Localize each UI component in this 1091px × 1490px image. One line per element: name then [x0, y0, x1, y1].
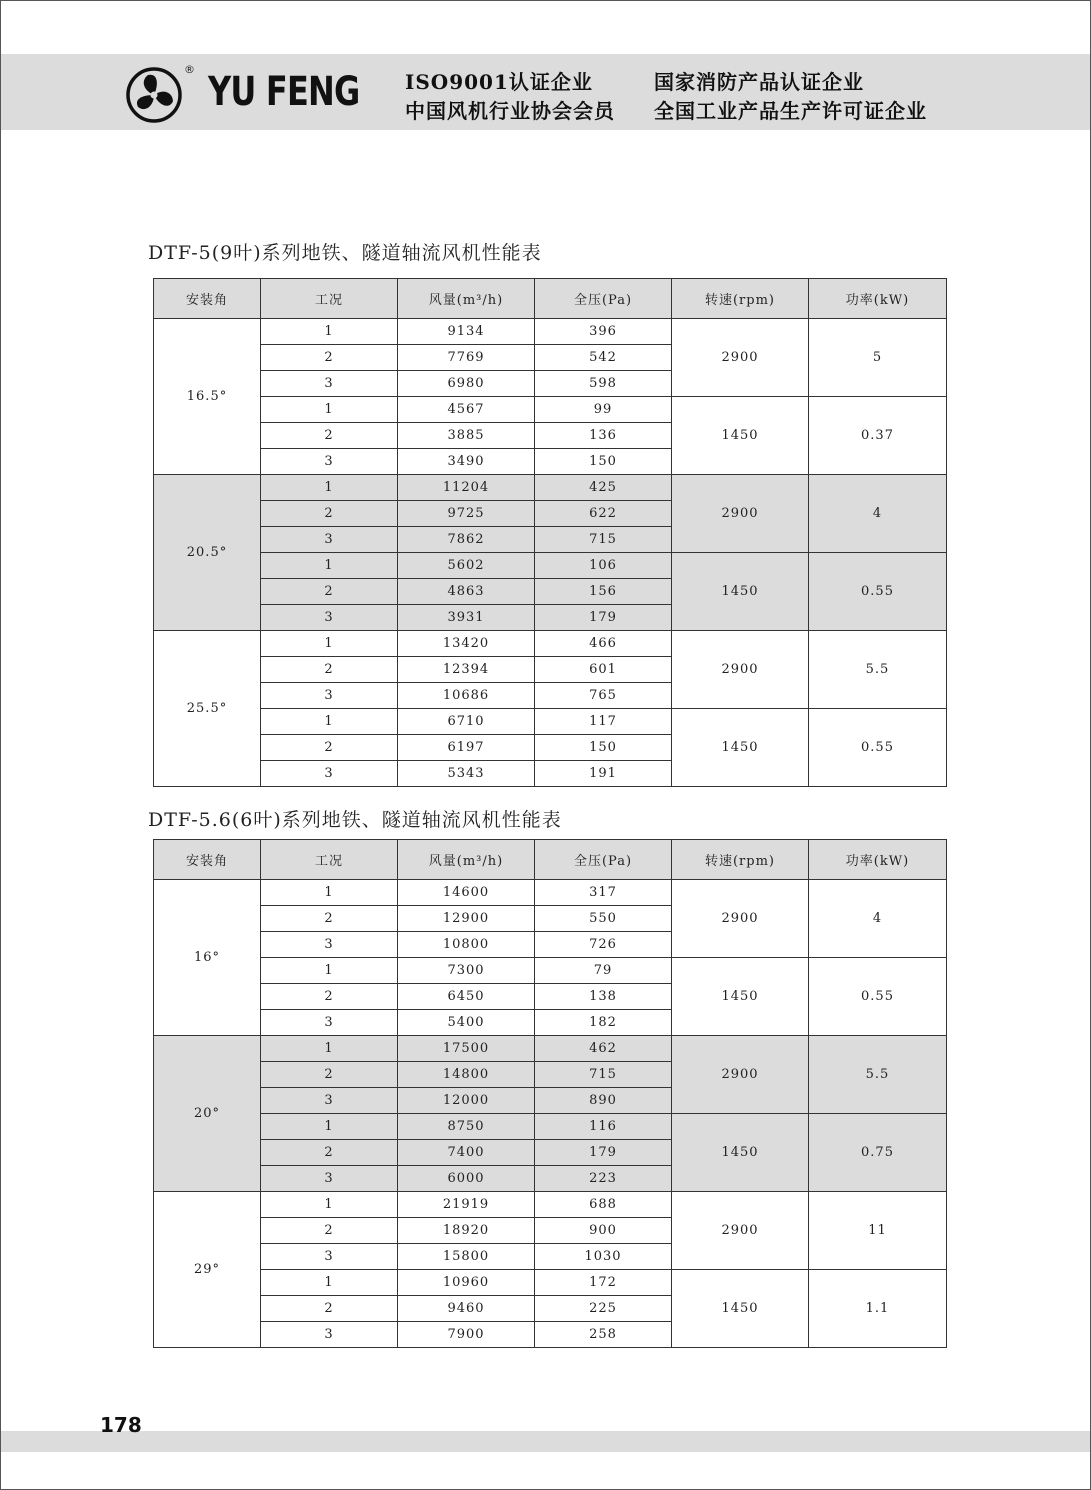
column-header: 工况	[261, 279, 398, 319]
pressure-cell: 172	[535, 1270, 672, 1296]
airflow-cell: 12900	[398, 906, 535, 932]
angle-cell: 20°	[154, 1036, 261, 1192]
power-cell: 4	[809, 880, 947, 958]
angle-cell: 29°	[154, 1192, 261, 1348]
pressure-cell: 890	[535, 1088, 672, 1114]
column-header: 风量(m³/h)	[398, 840, 535, 880]
airflow-cell: 5343	[398, 761, 535, 787]
airflow-cell: 18920	[398, 1218, 535, 1244]
condition-cell: 1	[261, 397, 398, 423]
column-header: 转速(rpm)	[672, 279, 809, 319]
table-row	[154, 475, 947, 501]
pressure-cell: 550	[535, 906, 672, 932]
condition-cell: 3	[261, 1010, 398, 1036]
pressure-cell: 601	[535, 657, 672, 683]
column-header: 安装角	[154, 279, 261, 319]
airflow-cell: 7300	[398, 958, 535, 984]
header-row	[154, 840, 947, 880]
airflow-cell: 10960	[398, 1270, 535, 1296]
speed-cell: 2900	[672, 1192, 809, 1270]
airflow-cell: 4567	[398, 397, 535, 423]
condition-cell: 1	[261, 1192, 398, 1218]
speed-cell: 1450	[672, 958, 809, 1036]
speed-cell: 1450	[672, 553, 809, 631]
speed-cell: 2900	[672, 880, 809, 958]
pressure-cell: 715	[535, 1062, 672, 1088]
airflow-cell: 13420	[398, 631, 535, 657]
airflow-cell: 12394	[398, 657, 535, 683]
condition-cell: 2	[261, 579, 398, 605]
power-cell: 0.75	[809, 1114, 947, 1192]
table-row	[154, 880, 947, 906]
airflow-cell: 10800	[398, 932, 535, 958]
pressure-cell: 715	[535, 527, 672, 553]
airflow-cell: 8750	[398, 1114, 535, 1140]
header-row	[154, 279, 947, 319]
speed-cell: 2900	[672, 631, 809, 709]
condition-cell: 3	[261, 761, 398, 787]
condition-cell: 1	[261, 475, 398, 501]
column-header: 安装角	[154, 840, 261, 880]
speed-cell: 1450	[672, 1114, 809, 1192]
power-cell: 0.37	[809, 397, 947, 475]
pressure-cell: 156	[535, 579, 672, 605]
pressure-cell: 1030	[535, 1244, 672, 1270]
airflow-cell: 6980	[398, 371, 535, 397]
power-cell: 0.55	[809, 553, 947, 631]
pressure-cell: 179	[535, 605, 672, 631]
pressure-cell: 622	[535, 501, 672, 527]
condition-cell: 3	[261, 527, 398, 553]
angle-cell: 16.5°	[154, 319, 261, 475]
pressure-cell: 466	[535, 631, 672, 657]
condition-cell: 3	[261, 449, 398, 475]
airflow-cell: 5602	[398, 553, 535, 579]
column-header: 转速(rpm)	[672, 840, 809, 880]
footer-band	[1, 1431, 1090, 1452]
pressure-cell: 191	[535, 761, 672, 787]
condition-cell: 1	[261, 1270, 398, 1296]
condition-cell: 1	[261, 1114, 398, 1140]
page-number: 178	[100, 1413, 142, 1437]
fan-logo-icon	[126, 67, 182, 123]
condition-cell: 1	[261, 709, 398, 735]
condition-cell: 3	[261, 932, 398, 958]
airflow-cell: 9134	[398, 319, 535, 345]
condition-cell: 2	[261, 735, 398, 761]
brand-name: YU FENG	[208, 69, 360, 115]
speed-cell: 1450	[672, 1270, 809, 1348]
condition-cell: 2	[261, 345, 398, 371]
airflow-cell: 10686	[398, 683, 535, 709]
power-cell: 0.55	[809, 709, 947, 787]
cert-association: 中国风机行业协会会员	[405, 99, 615, 123]
power-cell: 0.55	[809, 958, 947, 1036]
airflow-cell: 7400	[398, 1140, 535, 1166]
condition-cell: 1	[261, 880, 398, 906]
table-row	[154, 319, 947, 345]
airflow-cell: 11204	[398, 475, 535, 501]
pressure-cell: 425	[535, 475, 672, 501]
pressure-cell: 99	[535, 397, 672, 423]
speed-cell: 2900	[672, 475, 809, 553]
speed-cell: 2900	[672, 1036, 809, 1114]
table-row	[154, 631, 947, 657]
table-row	[154, 709, 947, 735]
speed-cell: 1450	[672, 397, 809, 475]
column-header: 风量(m³/h)	[398, 279, 535, 319]
column-header: 功率(kW)	[809, 840, 947, 880]
condition-cell: 2	[261, 1140, 398, 1166]
airflow-cell: 17500	[398, 1036, 535, 1062]
angle-cell: 16°	[154, 880, 261, 1036]
airflow-cell: 3885	[398, 423, 535, 449]
angle-cell: 20.5°	[154, 475, 261, 631]
airflow-cell: 7862	[398, 527, 535, 553]
condition-cell: 3	[261, 371, 398, 397]
pressure-cell: 225	[535, 1296, 672, 1322]
pressure-cell: 765	[535, 683, 672, 709]
speed-cell: 2900	[672, 319, 809, 397]
column-header: 工况	[261, 840, 398, 880]
airflow-cell: 14600	[398, 880, 535, 906]
airflow-cell: 6710	[398, 709, 535, 735]
airflow-cell: 4863	[398, 579, 535, 605]
table-row	[154, 1270, 947, 1296]
pressure-cell: 138	[535, 984, 672, 1010]
airflow-cell: 6000	[398, 1166, 535, 1192]
airflow-cell: 12000	[398, 1088, 535, 1114]
column-header: 全压(Pa)	[535, 840, 672, 880]
power-cell: 5.5	[809, 1036, 947, 1114]
condition-cell: 2	[261, 423, 398, 449]
pressure-cell: 117	[535, 709, 672, 735]
pressure-cell: 150	[535, 735, 672, 761]
power-cell: 1.1	[809, 1270, 947, 1348]
condition-cell: 3	[261, 1322, 398, 1348]
pressure-cell: 900	[535, 1218, 672, 1244]
speed-cell: 1450	[672, 709, 809, 787]
airflow-cell: 6450	[398, 984, 535, 1010]
registered-mark: ®	[184, 63, 195, 76]
airflow-cell: 3490	[398, 449, 535, 475]
pressure-cell: 223	[535, 1166, 672, 1192]
airflow-cell: 3931	[398, 605, 535, 631]
airflow-cell: 14800	[398, 1062, 535, 1088]
condition-cell: 2	[261, 1296, 398, 1322]
airflow-cell: 6197	[398, 735, 535, 761]
pressure-cell: 258	[535, 1322, 672, 1348]
pressure-cell: 136	[535, 423, 672, 449]
power-cell: 5	[809, 319, 947, 397]
condition-cell: 3	[261, 1166, 398, 1192]
pressure-cell: 182	[535, 1010, 672, 1036]
condition-cell: 3	[261, 1244, 398, 1270]
condition-cell: 2	[261, 501, 398, 527]
condition-cell: 2	[261, 657, 398, 683]
pressure-cell: 179	[535, 1140, 672, 1166]
condition-cell: 3	[261, 605, 398, 631]
airflow-cell: 7900	[398, 1322, 535, 1348]
pressure-cell: 79	[535, 958, 672, 984]
airflow-cell: 5400	[398, 1010, 535, 1036]
condition-cell: 1	[261, 553, 398, 579]
condition-cell: 3	[261, 683, 398, 709]
airflow-cell: 21919	[398, 1192, 535, 1218]
table-title-dtf56: DTF-5.6(6叶)系列地铁、隧道轴流风机性能表	[148, 809, 562, 831]
condition-cell: 2	[261, 984, 398, 1010]
column-header: 功率(kW)	[809, 279, 947, 319]
table-row	[154, 958, 947, 984]
condition-cell: 2	[261, 1218, 398, 1244]
condition-cell: 1	[261, 319, 398, 345]
table-row	[154, 1036, 947, 1062]
pressure-cell: 726	[535, 932, 672, 958]
cert-license: 全国工业产品生产许可证企业	[654, 99, 927, 123]
pressure-cell: 396	[535, 319, 672, 345]
pressure-cell: 598	[535, 371, 672, 397]
pressure-cell: 317	[535, 880, 672, 906]
table-row	[154, 1114, 947, 1140]
table-row	[154, 397, 947, 423]
condition-cell: 1	[261, 958, 398, 984]
pressure-cell: 542	[535, 345, 672, 371]
column-header: 全压(Pa)	[535, 279, 672, 319]
condition-cell: 2	[261, 1062, 398, 1088]
pressure-cell: 150	[535, 449, 672, 475]
angle-cell: 25.5°	[154, 631, 261, 787]
performance-table-dtf5	[153, 278, 947, 787]
power-cell: 11	[809, 1192, 947, 1270]
airflow-cell: 15800	[398, 1244, 535, 1270]
condition-cell: 2	[261, 906, 398, 932]
pressure-cell: 116	[535, 1114, 672, 1140]
table-row	[154, 1192, 947, 1218]
performance-table-dtf56	[153, 839, 947, 1348]
pressure-cell: 688	[535, 1192, 672, 1218]
airflow-cell: 7769	[398, 345, 535, 371]
airflow-cell: 9725	[398, 501, 535, 527]
condition-cell: 1	[261, 631, 398, 657]
cert-fire: 国家消防产品认证企业	[654, 70, 864, 94]
power-cell: 5.5	[809, 631, 947, 709]
table-row	[154, 553, 947, 579]
pressure-cell: 106	[535, 553, 672, 579]
power-cell: 4	[809, 475, 947, 553]
cert-iso: ISO9001认证企业	[405, 70, 593, 94]
pressure-cell: 462	[535, 1036, 672, 1062]
airflow-cell: 9460	[398, 1296, 535, 1322]
condition-cell: 3	[261, 1088, 398, 1114]
table-title-dtf5: DTF-5(9叶)系列地铁、隧道轴流风机性能表	[148, 242, 542, 264]
condition-cell: 1	[261, 1036, 398, 1062]
